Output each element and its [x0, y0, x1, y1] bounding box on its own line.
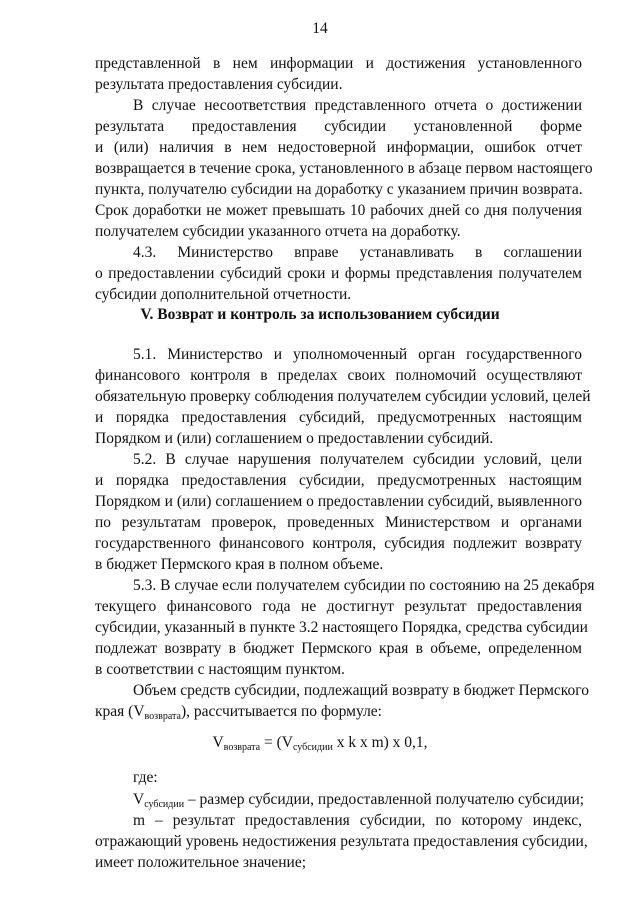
text-line: 5.1. Министерство и уполномоченный орган государственного: [133, 346, 582, 363]
text-line: субсидии, указанный в пункте 3.2 настоящего Порядка, средства субсидии: [95, 619, 588, 636]
text-fragment: ), рассчитывается по формуле:: [180, 703, 382, 720]
formula-part: x k x m) x 0,1,: [332, 734, 428, 751]
where-label: где:: [133, 769, 158, 786]
text-line: m – результат предоставления субсидии, по которому индекс,: [133, 812, 582, 829]
text-line: отражающий уровень недостижения результата предоставления субсидии,: [95, 833, 588, 850]
text-line: результата предоставления субсидии.: [95, 76, 343, 93]
text-line: [95, 702, 582, 722]
text-line: о предоставлении субсидий сроки и формы представления получателем: [95, 265, 582, 282]
page-number: 14: [312, 20, 328, 37]
text-line: и порядка предоставления субсидий, предусмотренных настоящим: [95, 409, 582, 426]
text-line: в соответствии с настоящим пунктом.: [95, 661, 345, 678]
text-line: имеет положительное значение;: [95, 854, 307, 871]
text-line: результата предоставления субсидии установленной форме: [95, 118, 582, 135]
subscript: возврата: [223, 742, 261, 753]
formula-part: V: [212, 734, 224, 751]
text-line: пункта, получателю субсидии на доработку с указанием причин возврата.: [95, 181, 583, 198]
formula-part: = (V: [260, 734, 293, 751]
text-line: Порядком и (или) соглашением о предоставлении субсидий, выявленного: [95, 493, 582, 510]
text-line: финансового контроля в пределах своих полномочий осуществляют: [95, 367, 582, 384]
text-line: и (или) наличия в нем недостоверной информации, ошибок отчет: [95, 139, 582, 156]
text-line: Объем средств субсидии, подлежащий возврату в бюджет Пермского: [133, 682, 590, 699]
subscript: возврата: [144, 711, 181, 722]
text-line: получателем субсидии указанного отчета на доработку.: [95, 223, 461, 240]
section-heading: V. Возврат и контроль за использованием субсидии: [140, 306, 500, 323]
text-fragment: края (V: [95, 703, 145, 720]
subscript: субсидии: [144, 799, 185, 810]
text-line: Срок доработки не может превышать 10 рабочих дней со дня получения: [95, 202, 582, 219]
text-line: Порядком и (или) соглашением о предоставлении субсидий.: [95, 430, 494, 447]
definition-v: [133, 790, 585, 810]
text-fragment: – размер субсидии, предоставленной получателю субсидии;: [184, 791, 585, 808]
text-fragment: V: [133, 791, 145, 808]
text-line: 4.3. Министерство вправе устанавливать в соглашении: [133, 244, 582, 261]
text-line: государственного финансового контроля, субсидия подлежит возврату: [95, 535, 582, 552]
formula: [0, 733, 640, 753]
text-line: и порядка предоставления субсидии, предусмотренных настоящим: [95, 472, 582, 489]
text-line: 5.2. В случае нарушения получателем субсидии условий, цели: [133, 451, 582, 468]
text-line: субсидии дополнительной отчетности.: [95, 286, 352, 303]
text-line: подлежат возврату в бюджет Пермского края в объеме, определенном: [95, 640, 582, 657]
text-line: В случае несоответствия представленного отчета о достижении: [133, 97, 582, 114]
text-line: текущего финансового года не достигнут результат предоставления: [95, 598, 582, 615]
text-line: в бюджет Пермского края в полном объеме.: [95, 556, 384, 573]
text-line: возвращается в течение срока, установленного в абзаце первом настоящего: [95, 160, 593, 177]
text-line: по результатам проверок, проведенных Министерством и органами: [95, 514, 582, 531]
subscript: субсидии: [292, 742, 333, 753]
text-line: обязательную проверку соблюдения получателем субсидии условий, целей: [95, 388, 591, 405]
text-line: 5.3. В случае если получателем субсидии по состоянию на 25 декабря: [133, 577, 595, 594]
text-line: представленной в нем информации и достижения установленного: [95, 55, 582, 72]
